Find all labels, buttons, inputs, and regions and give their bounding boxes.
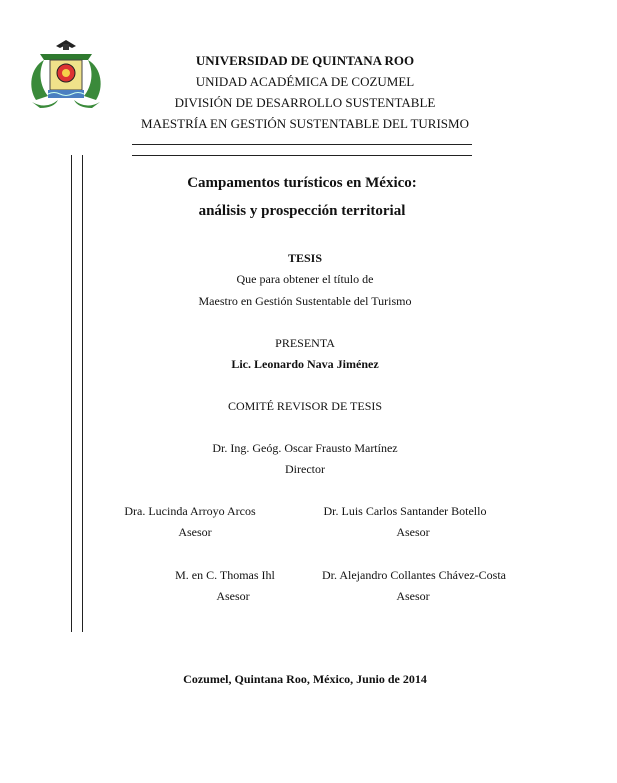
place-date: Cozumel, Quintana Roo, México, Junio de 2014	[183, 672, 427, 686]
university-seal-icon	[26, 38, 106, 110]
advisor-4-role: Asesor	[396, 589, 430, 603]
thesis-title-line2: análisis y prospección territorial	[198, 203, 406, 219]
advisor-1-role: Asesor	[178, 525, 212, 539]
academic-unit: UNIDAD ACADÉMICA DE COZUMEL	[195, 74, 415, 89]
program-name: MAESTRÍA EN GESTIÓN SUSTENTABLE DEL TURISMO	[141, 116, 469, 131]
division-name: DIVISIÓN DE DESARROLLO SUSTENTABLE	[174, 95, 436, 110]
header-rule-top	[132, 144, 472, 145]
advisor-2-name: Dr. Luis Carlos Santander Botello	[323, 504, 487, 518]
director-name: Dr. Ing. Geóg. Oscar Frausto Martínez	[212, 441, 398, 455]
director-role: Director	[285, 462, 325, 476]
advisor-2-role: Asesor	[396, 525, 430, 539]
advisor-1-name: Dra. Lucinda Arroyo Arcos	[124, 504, 256, 518]
university-name: UNIVERSIDAD DE QUINTANA ROO	[195, 53, 415, 68]
committee-label: COMITÉ REVISOR DE TESIS	[227, 399, 383, 413]
advisor-3-role: Asesor	[216, 589, 250, 603]
vertical-rule-right	[82, 155, 83, 632]
header-rule-bottom	[132, 155, 472, 156]
presenter-label: PRESENTA	[275, 336, 335, 350]
thesis-title-line1: Campamentos turísticos en México:	[187, 175, 417, 191]
thesis-degree: Maestro en Gestión Sustentable del Turismo	[198, 294, 412, 308]
advisor-4-name: Dr. Alejandro Collantes Chávez-Costa	[322, 568, 506, 582]
presenter-name: Lic. Leonardo Nava Jiménez	[231, 357, 379, 371]
thesis-purpose: Que para obtener el título de	[236, 272, 374, 286]
thesis-label: TESIS	[287, 251, 323, 265]
advisor-3-name: M. en C. Thomas Ihl	[175, 568, 275, 582]
vertical-rule-left	[71, 155, 72, 632]
